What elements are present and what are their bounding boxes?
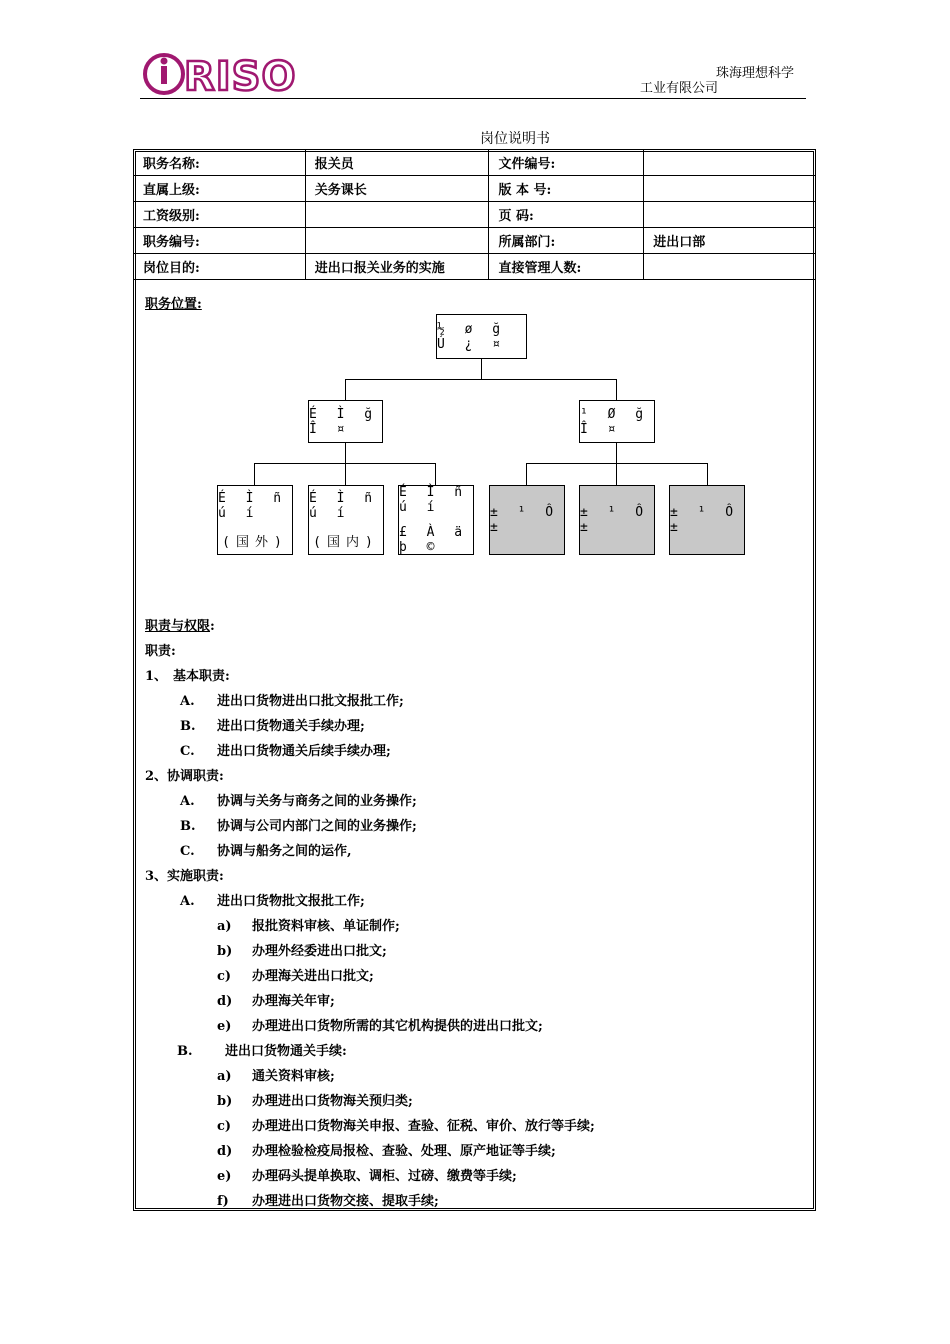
org-leaf-label: É Ì ñ ú í (399, 485, 469, 515)
org-box-top-label: ½ ø ğ Ú ¿ ¤ (437, 321, 507, 352)
info-cell (305, 228, 489, 254)
list-item-marker: f) (217, 1194, 229, 1209)
list-item (145, 989, 595, 1014)
list-item-text: 办理进出口货物交接、提取手续; (252, 1194, 439, 1209)
list-item-text: 办理进出口货物所需的其它机构提供的进出口批文; (252, 1019, 543, 1034)
list-item-marker: A. (180, 694, 195, 709)
section1-number: 1、 (145, 669, 168, 684)
list-item-marker: C. (180, 744, 195, 759)
list-item-text: 进出口货物通关后续手续办理; (217, 744, 391, 759)
org-box-leaf (398, 485, 474, 555)
list-item (145, 839, 595, 864)
list-item-text: 办理检验检疫局报检、查验、处理、原产地证等手续; (252, 1144, 556, 1159)
list-item (145, 914, 595, 939)
duties-heading-colon: : (210, 619, 215, 634)
document-title: 岗位说明书 (480, 131, 550, 147)
logo-text: RISO (184, 54, 297, 98)
list-item-text: 办理进出口货物海关申报、查验、征税、审价、放行等手续; (252, 1119, 595, 1134)
org-box-right-mid (579, 400, 655, 443)
list-item (145, 714, 595, 739)
list-item-marker: d) (217, 1144, 233, 1159)
list-item (145, 739, 595, 764)
list-item (145, 1014, 595, 1039)
info-cell (644, 202, 816, 228)
list-item-marker: d) (217, 994, 233, 1009)
list-item-marker: e) (217, 1019, 232, 1034)
list-item-marker: B. (180, 719, 196, 734)
list-item-text: 进出口货物进出口批文报批工作; (217, 694, 404, 709)
list-item-marker: b) (217, 944, 233, 959)
info-cell: 进出口报关业务的实施 (305, 254, 489, 280)
section3a-marker: A. (180, 894, 195, 909)
info-table (133, 149, 816, 280)
org-box-left-mid-label: É Ì ğ Î ¤ (309, 406, 379, 437)
list-item-marker: e) (217, 1169, 232, 1184)
list-item (145, 814, 595, 839)
position-label: 职务位置: (145, 297, 202, 312)
section3-title: 3、实施职责: (145, 869, 224, 884)
info-cell: 职务名称: (134, 150, 306, 176)
list-item (145, 1114, 595, 1139)
org-leaf-label: ± ¹ Ô ± (580, 505, 650, 535)
info-cell: 版 本 号: (489, 176, 644, 202)
info-row (134, 228, 816, 254)
list-item (145, 1189, 595, 1214)
org-box-leaf (308, 485, 384, 555)
info-cell: 页 码: (489, 202, 644, 228)
list-item-marker: a) (217, 919, 232, 934)
org-box-leaf (669, 485, 745, 555)
info-cell: 进出口部 (644, 228, 816, 254)
org-connector (481, 358, 482, 380)
org-box-top (436, 314, 527, 359)
section2-title: 2、协调职责: (145, 769, 224, 784)
company-name-line2: 工业有限公司 (639, 81, 718, 96)
list-item-text: 办理码头提单换取、调柜、过磅、缴费等手续; (252, 1169, 517, 1184)
org-connector (345, 463, 346, 486)
list-item (145, 964, 595, 989)
list-item-marker: c) (217, 969, 232, 984)
org-leaf-label: ± ¹ Ô ± (670, 505, 740, 535)
info-cell: 所属部门: (489, 228, 644, 254)
list-item-text: 办理海关进出口批文; (252, 969, 374, 984)
info-row (134, 150, 816, 176)
org-connector (616, 463, 617, 486)
org-box-leaf (489, 485, 565, 555)
list-item-text: 办理进出口货物海关预归类; (252, 1094, 413, 1109)
info-cell: 工资级别: (134, 202, 306, 228)
company-name-line1: 珠海理想科学 (715, 66, 794, 81)
org-connector (707, 463, 708, 486)
list-item-marker: b) (217, 1094, 233, 1109)
company-name (639, 66, 794, 96)
org-connector (345, 379, 617, 380)
info-cell: 职务编号: (134, 228, 306, 254)
info-cell (644, 150, 816, 176)
org-leaf-sublabel: (国内) (313, 534, 379, 550)
info-row (134, 254, 816, 280)
org-leaf-sublabel: £ À ä þ © (399, 525, 469, 555)
org-connector (526, 463, 527, 486)
info-row (134, 176, 816, 202)
org-box-leaf (217, 485, 293, 555)
org-leaf-label: ± ¹ Ô ± (490, 505, 560, 535)
org-connector (435, 463, 436, 486)
info-cell (644, 254, 816, 280)
list-item (145, 689, 595, 714)
list-item-marker: C. (180, 844, 195, 859)
org-box-right-mid-label: ¹ Ø ğ Î ¤ (580, 406, 650, 437)
list-item (145, 1089, 595, 1114)
duties-section (145, 614, 595, 1214)
section3b-title: 进出口货物通关手续: (225, 1044, 347, 1059)
list-item-text: 通关资料审核; (252, 1069, 335, 1084)
list-item (145, 1064, 595, 1089)
info-cell: 直接管理人数: (489, 254, 644, 280)
list-item (145, 939, 595, 964)
list-item-marker: B. (180, 819, 196, 834)
list-item-text: 办理海关年审; (252, 994, 335, 1009)
org-connector (345, 442, 346, 464)
section1-title: 基本职责: (173, 669, 230, 684)
duties-heading: 职责与权限 (145, 619, 211, 634)
org-connector (616, 379, 617, 401)
org-connector (254, 463, 255, 486)
info-cell: 直属上级: (134, 176, 306, 202)
riso-logo (142, 52, 302, 98)
section3b-marker: B. (177, 1044, 193, 1059)
info-cell (305, 202, 489, 228)
list-item-text: 协调与船务之间的运作, (217, 844, 352, 859)
header-divider (140, 98, 806, 99)
org-box-left-mid (308, 400, 383, 443)
list-item (145, 1139, 595, 1164)
list-item (145, 789, 595, 814)
org-connector (616, 442, 617, 464)
org-connector (345, 379, 346, 401)
info-cell: 报关员 (305, 150, 489, 176)
list-item (145, 1164, 595, 1189)
list-item-text: 协调与公司内部门之间的业务操作; (217, 819, 417, 834)
org-leaf-label: É Ì ñ ú í (218, 490, 288, 521)
org-leaf-sublabel: (国外) (222, 534, 288, 550)
info-row (134, 202, 816, 228)
info-cell (644, 176, 816, 202)
list-item-text: 办理外经委进出口批文; (252, 944, 387, 959)
list-item-marker: a) (217, 1069, 232, 1084)
list-item-marker: c) (217, 1119, 232, 1134)
info-cell: 关务课长 (305, 176, 489, 202)
list-item-text: 进出口货物通关手续办理; (217, 719, 365, 734)
org-connector (526, 463, 708, 464)
section3a-title: 进出口货物批文报批工作; (217, 894, 365, 909)
list-item-text: 报批资料审核、单证制作; (252, 919, 400, 934)
org-box-leaf (579, 485, 655, 555)
duties-subheading: 职责: (145, 644, 176, 659)
info-cell: 文件编号: (489, 150, 644, 176)
org-leaf-label: É Ì ñ ú í (309, 490, 379, 521)
info-cell: 岗位目的: (134, 254, 306, 280)
list-item-marker: A. (180, 794, 195, 809)
list-item-text: 协调与关务与商务之间的业务操作; (217, 794, 417, 809)
